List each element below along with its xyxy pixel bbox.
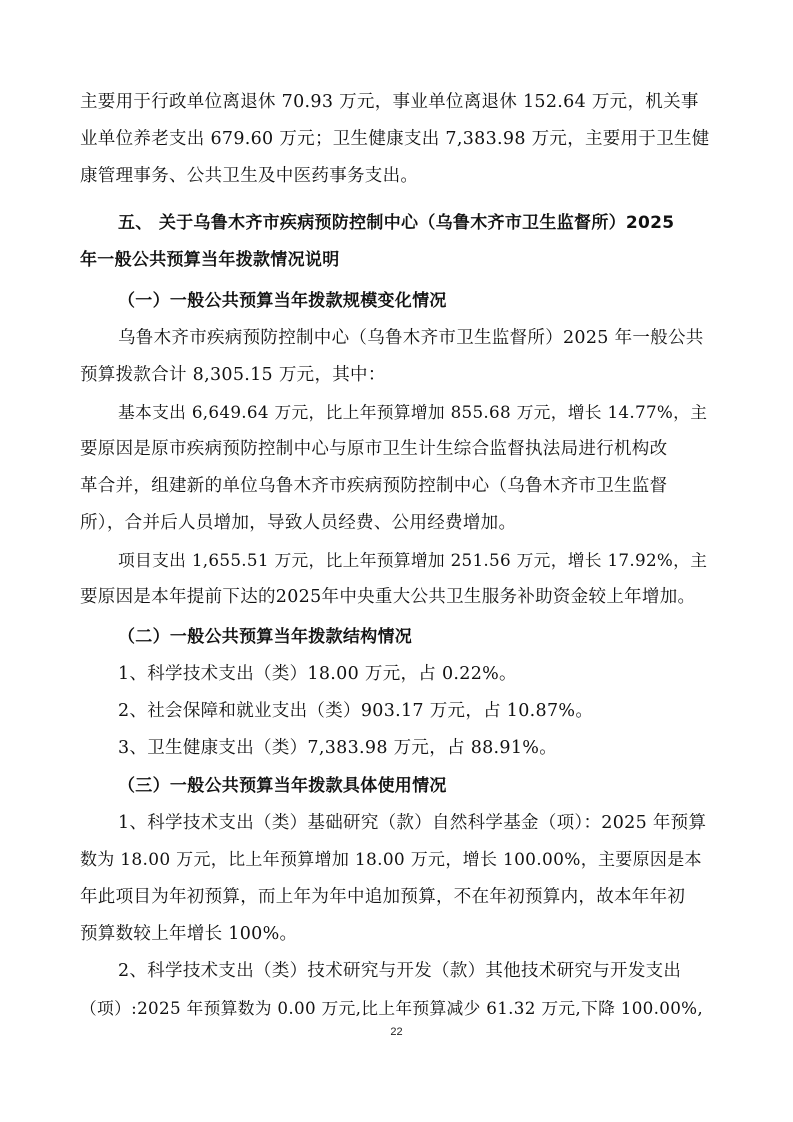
- subsection-heading: （二）一般公共预算当年拨款结构情况: [118, 627, 413, 647]
- list-item: 1、科学技术支出（类）18.00 万元，占 0.22%。: [118, 664, 517, 684]
- list-item: 3、卫生健康支出（类）7,383.98 万元，占 88.91%。: [118, 738, 558, 758]
- body-line: 要原因是原市疾病预防控制中心与原市卫生计生综合监督执法局进行机构改: [80, 439, 668, 459]
- body-line: 主要用于行政单位离退休 70.93 万元，事业单位离退休 152.64 万元，机关事: [80, 92, 699, 112]
- body-line: 革合并，组建新的单位乌鲁木齐市疾病预防控制中心（乌鲁木齐市卫生监督: [80, 476, 668, 496]
- section-heading: 年一般公共预算当年拨款情况说明: [80, 250, 340, 270]
- subsection-heading: （三）一般公共预算当年拨款具体使用情况: [118, 776, 447, 796]
- body-line: 年此项目为年初预算，而上年为年中追加预算，不在年初预算内，故本年年初: [80, 887, 686, 907]
- page-number: 22: [390, 1026, 403, 1038]
- subsection-heading: （一）一般公共预算当年拨款规模变化情况: [118, 291, 447, 311]
- body-line: 业单位养老支出 679.60 万元；卫生健康支出 7,383.98 万元，主要用于卫生健: [80, 129, 710, 149]
- body-line: 所），合并后人员增加，导致人员经费、公用经费增加。: [80, 513, 517, 533]
- body-line: 1、科学技术支出（类）基础研究（款）自然科学基金（项）：2025 年预算: [118, 813, 707, 833]
- body-line: 2、科学技术支出（类）技术研究与开发（款）其他技术研究与开发支出: [118, 961, 682, 981]
- body-line: （项）:2025 年预算数为 0.00 万元,比上年预算减少 61.32 万元,下降 100.00%,: [80, 998, 704, 1018]
- body-line: 乌鲁木齐市疾病预防控制中心（乌鲁木齐市卫生监督所）2025 年一般公共: [118, 328, 704, 348]
- body-line: 预算数较上年增长 100%。: [80, 924, 298, 944]
- body-line: 项目支出 1,655.51 万元，比上年预算增加 251.56 万元，增长 17.92%，主: [118, 550, 708, 570]
- list-item: 2、社会保障和就业支出（类）903.17 万元，占 10.87%。: [118, 701, 594, 721]
- body-line: 基本支出 6,649.64 万元，比上年预算增加 855.68 万元，增长 14.77%，主: [118, 402, 708, 422]
- body-line: 要原因是本年提前下达的2025年中央重大公共卫生服务补助资金较上年增加。: [80, 587, 696, 607]
- body-line: 康管理事务、公共卫生及中医药事务支出。: [80, 166, 419, 186]
- body-line: 预算拨款合计 8,305.15 万元，其中：: [80, 365, 386, 385]
- body-line: 数为 18.00 万元，比上年预算增加 18.00 万元，增长 100.00%，主要原因是本: [80, 850, 702, 870]
- section-heading: 五、 关于乌鲁木齐市疾病预防控制中心（乌鲁木齐市卫生监督所）2025: [118, 213, 675, 233]
